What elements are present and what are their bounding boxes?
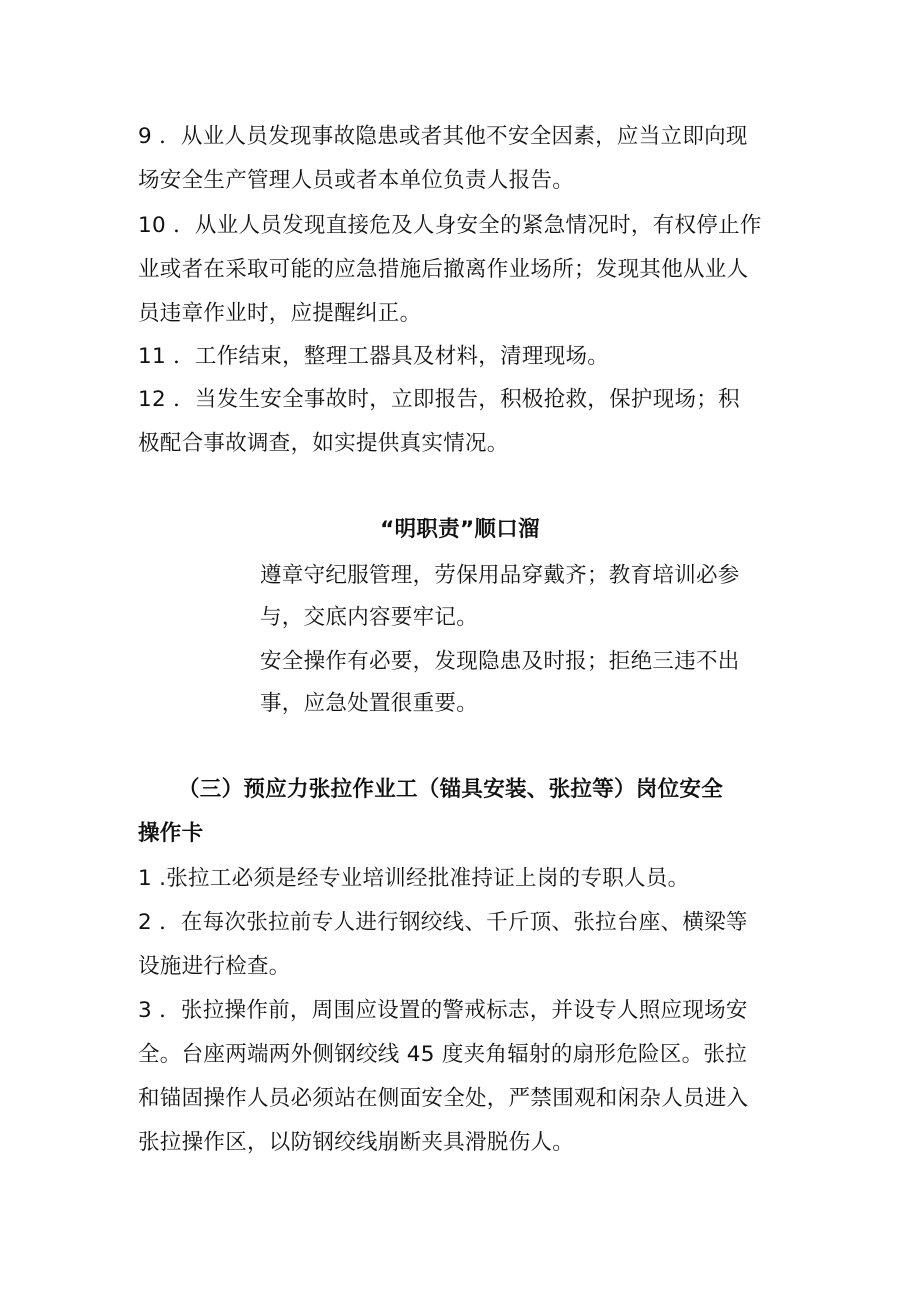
section-item-3-line-4: 张拉操作区，以防钢绞线崩断夹具滑脱伤人。 bbox=[138, 1130, 575, 1155]
rhyme-line-4: 事，应急处置很重要。 bbox=[260, 691, 479, 716]
section-item-3-line-2: 全。台座两端两外侧钢绞线 45 度夹角辐射的扇形危险区。张拉 bbox=[138, 1042, 748, 1067]
item-9-line-2: 场安全生产管理人员或者本单位负责人报告。 bbox=[138, 168, 575, 193]
section-item-3-line-1: 3 ．张拉操作前，周围应设置的警戒标志，并设专人照应现场安 bbox=[138, 998, 748, 1023]
section-item-1-line-1: 1 .张拉工必须是经专业培训经批准持证上岗的专职人员。 bbox=[138, 866, 690, 891]
item-10-line-2: 业或者在采取可能的应急措施后撤离作业场所；发现其他从业人 bbox=[138, 257, 749, 282]
section-heading-line-1: （三）预应力张拉作业工（锚具安装、张拉等）岗位安全 bbox=[178, 777, 724, 802]
section-item-2-line-1: 2 ．在每次张拉前专人进行钢绞线、千斤顶、张拉台座、横梁等 bbox=[138, 910, 748, 935]
item-12-line-1: 12 ．当发生安全事故时，立即报告，积极抢救，保护现场；积 bbox=[138, 387, 740, 412]
item-9-line-1: 9 ．从业人员发现事故隐患或者其他不安全因素，应当立即向现 bbox=[138, 124, 748, 149]
section-item-2-line-2: 设施进行检查。 bbox=[138, 954, 291, 979]
item-10-line-3: 员违章作业时，应提醒纠正。 bbox=[138, 301, 422, 326]
item-10-line-1: 10 ．从业人员发现直接危及人身安全的紧急情况时，有权停止作 bbox=[138, 213, 762, 238]
item-11-line-1: 11 ．工作结束，整理工器具及材料，清理现场。 bbox=[138, 344, 610, 369]
item-12-line-2: 极配合事故调查，如实提供真实情况。 bbox=[138, 431, 509, 456]
section-heading-line-2: 操作卡 bbox=[138, 821, 204, 846]
section-item-3-line-3: 和锚固操作人员必须站在侧面安全处，严禁围观和闲杂人员进入 bbox=[138, 1086, 749, 1111]
rhyme-line-1: 遵章守纪服管理，劳保用品穿戴齐；教育培训必参 bbox=[260, 563, 740, 588]
rhyme-line-3: 安全操作有必要，发现隐患及时报；拒绝三违不出 bbox=[260, 649, 740, 674]
rhyme-title: “明职责”顺口溜 bbox=[380, 517, 540, 542]
rhyme-line-2: 与，交底内容要牢记。 bbox=[260, 605, 479, 630]
